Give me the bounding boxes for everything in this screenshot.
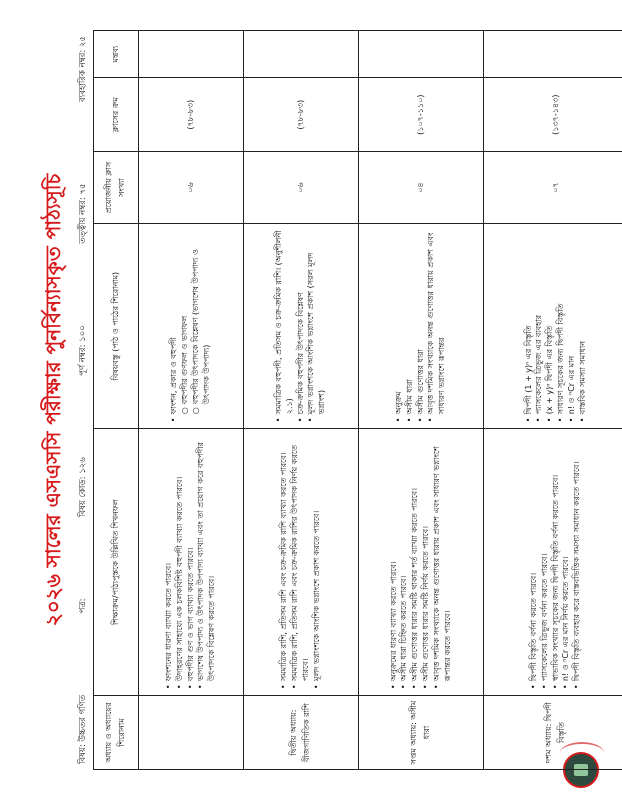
header-outcomes: শিক্ষাক্রম/পাঠ্যপুস্তকে উল্লিখিত শিখনফল bbox=[94, 429, 139, 696]
page-title: ২০২৬ সালের এসএসসি পরীক্ষার পুনর্বিন্যাসকৃত পাঠ্যসূচি bbox=[41, 173, 65, 627]
remarks-cell bbox=[359, 31, 484, 78]
serial-cell: (১০৭-১১০) bbox=[359, 78, 484, 152]
outcomes-cell bbox=[244, 429, 359, 696]
content-item: • অসীম ধারা bbox=[405, 228, 416, 414]
table-row bbox=[139, 31, 244, 770]
content-item: • আবৃত্ত দশমিক সংখ্যাকে অনন্ত গুণোত্তর ধারায় প্রকাশ এবং সাধারণ ভগ্নাংশে রূপান্তর bbox=[426, 228, 448, 414]
remarks-cell bbox=[244, 31, 359, 78]
content-cell bbox=[484, 223, 622, 428]
periods-cell: ০৭ bbox=[484, 152, 622, 224]
content-item: • চক্র-ক্রমিক বহুপদীর উৎপাদকে বিশ্লেষণ bbox=[296, 228, 307, 414]
table-row bbox=[484, 31, 622, 770]
outcome-item: • ভাগশেষ উপপাদ্য ও উৎপাদক উপপাদ্য ব্যাখ্যা এবং তা প্রয়োগ করে বহুপদীর উৎপাদকে বিশ্লেষণ করতে পারবে। bbox=[196, 433, 218, 681]
outcome-item: • স্বাভাবিক সংখ্যার সূচকের জন্য দ্বিপদী বিস্তৃতি বর্ণনা করতে পারবে। bbox=[551, 433, 562, 681]
content-item: • n! ও ⁿCr এর মান bbox=[567, 228, 578, 414]
header-periods: প্রয়োজনীয় ক্লাস সংখ্যা bbox=[94, 152, 139, 224]
table-row bbox=[244, 31, 359, 770]
meta-line bbox=[76, 30, 93, 770]
meta-full-marks: পূর্ণ নম্বর: ১০০ bbox=[78, 325, 88, 376]
outcome-item: • বহুপদীর গুণ ও ভাগ ব্যাখ্যা করতে পারবে। bbox=[186, 433, 197, 681]
header-content: বিষয়বস্তু (পাঠ ও পাঠের শিরোনাম) bbox=[94, 223, 139, 428]
outcome-item: • উদাহরণের সাহায্যে এক চলকবিশিষ্ট বহুপদী ব্যাখ্যা করতে পারবে। bbox=[175, 433, 186, 681]
meta-practical-marks: ব্যবহারিক নম্বর: ২৫ bbox=[78, 36, 88, 102]
outcome-item: • প্যাসকেলের ত্রিভুজ বর্ণনা করতে পারবে। bbox=[540, 433, 551, 681]
outcome-item: • আবৃত্ত দশমিক সংখ্যাকে অনন্ত গুণোত্তর ধারায় প্রকাশ এবং সাধারণ ভগ্নাংশে রূপান্তর করতে পারবে। bbox=[432, 433, 454, 681]
content-item: • ফাংশন, প্রকার ও বহুপদী bbox=[169, 228, 180, 414]
table-header bbox=[94, 31, 139, 770]
outcomes-cell bbox=[484, 429, 622, 696]
content-item: • (x + y)ⁿ দ্বিপদী এর বিস্তৃতি bbox=[545, 228, 556, 414]
outcome-item: • দ্বিপদী বিস্তৃতি ব্যবহার করে বাস্তবভিত্তিক সমস্যা সমাধান করতে পারবে। bbox=[572, 433, 583, 681]
outcome-item: • n! ও ⁿCr এর মান নির্ণয় করতে পারবে। bbox=[561, 433, 572, 681]
outcome-item: • ফাংশনের ধারণা ব্যাখ্যা করতে পারবে। bbox=[164, 433, 175, 681]
outcome-item: • সমমাত্রিক রাশি, প্রতিসম রাশি এবং চক্র-ক্রমিক রাশির উৎপাদক নির্ণয় করতে পারবে। bbox=[290, 433, 312, 681]
syllabus-sheet bbox=[31, 20, 591, 780]
serial-cell: (৭৮-৮৩) bbox=[244, 78, 359, 152]
chapter-cell bbox=[139, 696, 244, 770]
serial-cell: (৭৮-৮৩) bbox=[139, 78, 244, 152]
content-item: ○ বহুপদীর উৎপাদকে বিশ্লেষণ (ভাগশেষ উপপাদ্য ও উৎপাদক উপপাদ্য) bbox=[191, 228, 213, 414]
content-item: • অনুক্রম bbox=[394, 228, 405, 414]
outcome-item: • অনুক্রমের ধারণা ব্যাখ্যা করতে পারবে। bbox=[389, 433, 400, 681]
remarks-cell bbox=[139, 31, 244, 78]
content-item: • দ্বিপদী (1 + y)ⁿ এর বিস্তৃতি bbox=[524, 228, 535, 414]
content-item: • প্যাসকেলের ত্রিভুজ এর ব্যবহার bbox=[534, 228, 545, 414]
content-item: • সাধারণ সূচকের জন্য দ্বিপদী বিস্তৃতি bbox=[556, 228, 567, 414]
meta-code: বিষয় কোড: ১২৬ bbox=[78, 457, 88, 518]
content-item: • অসীম গুণোত্তর ধারা bbox=[416, 228, 427, 414]
meta-subject: বিষয়: উচ্চতর গণিত bbox=[78, 694, 88, 764]
table-row bbox=[359, 31, 484, 770]
content-item: • বাস্তবিক সমস্যা সমাধান bbox=[578, 228, 589, 414]
header-serial: ক্লাসের ক্রম bbox=[94, 78, 139, 152]
syllabus-table bbox=[93, 30, 622, 770]
outcome-item: • অসীম ধারা চিহ্নিত করতে পারবে। bbox=[399, 433, 410, 681]
serial-cell: (১৩৭-১৪৩) bbox=[484, 78, 622, 152]
chapter-cell: দশম অধ্যায়: দ্বিপদী বিস্তৃতি bbox=[484, 696, 622, 770]
content-item: • মূলদ ভগ্নাংশকে আংশিক ভগ্নাংশে প্রকাশ (সরল মূলদ ভগ্নাংশ) bbox=[306, 228, 328, 414]
content-cell bbox=[359, 223, 484, 428]
outcome-item: • মূলদ ভগ্নাংশকে আংশিক ভগ্নাংশে প্রকাশ করতে পারবে। bbox=[312, 433, 323, 681]
outcomes-cell bbox=[139, 429, 244, 696]
remarks-cell bbox=[484, 31, 622, 78]
outcome-item: • দ্বিপদী বিস্তৃতি বর্ণনা করতে পারবে। bbox=[529, 433, 540, 681]
periods-cell: ০৬ bbox=[139, 152, 244, 224]
content-item: ○ বহুপদীর গুণফল ও ভাগফল bbox=[180, 228, 191, 414]
content-item: • সমমাত্রিক বহুপদী, প্রতিসম ও চক্র-ক্রমিক রাশি। (অনুশীলনী ২.১) bbox=[274, 228, 296, 414]
periods-cell: ০৬ bbox=[244, 152, 359, 224]
table-body bbox=[139, 31, 622, 770]
outcome-item: • অসীম গুণোত্তর ধারার সমষ্টি নির্ণয় করতে পারবে। bbox=[421, 433, 432, 681]
periods-cell: ০৪ bbox=[359, 152, 484, 224]
outcome-item: • অসীম গুণোত্তর ধারার সমষ্টি থাকার শর্ত ব্যাখ্যা করতে পারবে। bbox=[410, 433, 421, 681]
content-cell bbox=[139, 223, 244, 428]
chapter-cell: দ্বিতীয় অধ্যায়: বীজগাণিতিক রাশি bbox=[244, 696, 359, 770]
meta-theory-marks: তত্ত্বীয় নম্বর: ৭৫ bbox=[78, 183, 88, 244]
outcome-item: • সমমাত্রিক রাশি, প্রতিসম রাশি এবং চক্র-ক্রমিক রাশি ব্যাখ্যা করতে পারবে। bbox=[279, 433, 290, 681]
chapter-cell: সপ্তম অধ্যায়: অসীম ধারা bbox=[359, 696, 484, 770]
header-chapter: অধ্যায় ও অধ্যায়ের শিরোনাম bbox=[94, 696, 139, 770]
meta-paper: পত্র: bbox=[78, 598, 88, 614]
outcomes-cell bbox=[359, 429, 484, 696]
header-remarks: মন্তব্য bbox=[94, 31, 139, 78]
content-cell bbox=[244, 223, 359, 428]
